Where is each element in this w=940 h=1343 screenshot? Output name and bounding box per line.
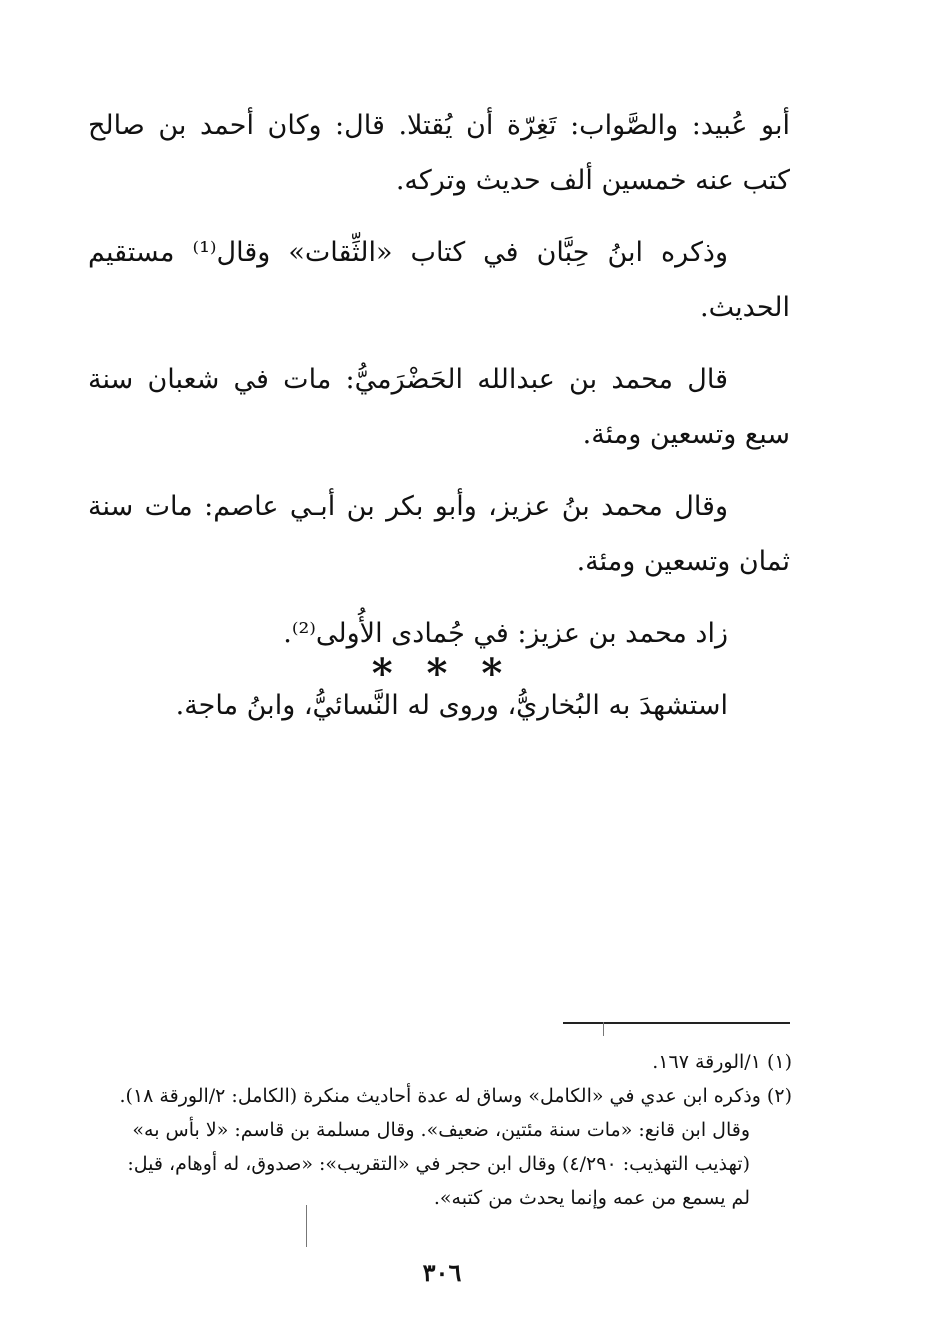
footnote-2-line-2: وقال ابن قانع: «مات سنة مئتين، ضعيف». وقال مسلمة بن قاسم: «لا بأس به» [132,1119,750,1141]
paragraph-1: أبو عُبيد: والصَّواب: تَغِرّة أن يُقتلا. قال: وكان أحمد بن صالح كتب عنه خمسين ألف حديث وتركه. [88,110,790,196]
footnote-1: (١) ١/الورقة ١٦٧. [652,1051,792,1073]
paragraph-3: قال محمد بن عبدالله الحَضْرَميُّ: مات في شعبان سنة سبع وتسعين ومئة. [88,364,790,450]
footnote-2-line-3: (تهذيب التهذيب: ٤/٢٩٠) وقال ابن حجر في «التقريب»: «صدوق، له أوهام، قيل: [127,1153,750,1175]
paragraph-2: وذكره ابنُ حِبَّان في كتاب «الثِّقات» وقال⁽¹⁾ مستقيم الحديث. [88,237,790,323]
scan-mark [306,1205,307,1247]
footnotes [90,1045,792,1215]
paragraph-6: استشهدَ به البُخاريُّ، وروى له النَّسائيُّ، وابنُ ماجة. [175,690,728,721]
paragraph-5: زاد محمد بن عزيز: في جُمادى الأُولى⁽²⁾. [283,618,728,649]
page-number: ٣٠٦ [422,1258,462,1287]
footnote-divider [563,1022,790,1024]
footnote-2-line-1: (٢) وذكره ابن عدي في «الكامل» وساق له عدة أحاديث منكرة (الكامل: ٢/الورقة ١٨). [119,1085,792,1107]
footnote-2-line-4: لم يسمع من عمه وإنما يحدث من كتبه». [433,1187,750,1209]
scan-mark [603,1022,604,1036]
section-separator: * * * [371,650,513,697]
paragraph-4: وقال محمد بنُ عزيز، وأبو بكر بن أبـي عاصم: مات سنة ثمان وتسعين ومئة. [88,491,790,577]
